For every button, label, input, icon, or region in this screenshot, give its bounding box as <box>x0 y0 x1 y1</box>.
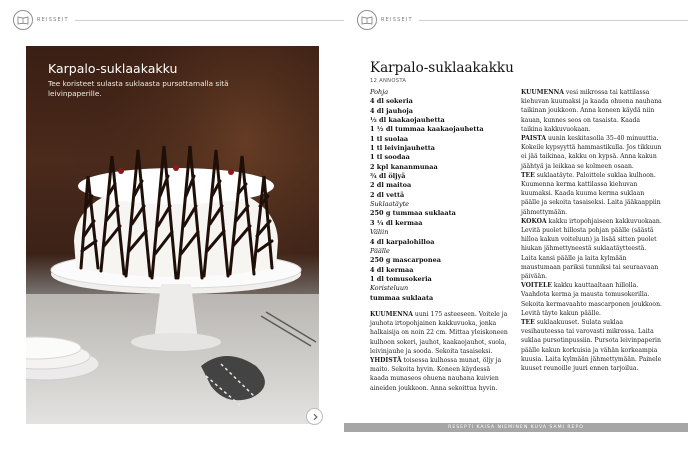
ingredient-section-heading: Koristeluun <box>370 284 409 293</box>
instruction-step <box>521 318 663 373</box>
step-keyword: TEE <box>521 171 535 179</box>
step-text: uuni 175 asteeseen. Voitele ja jauhota irtopohjainen kakkuvuoka, jonka halkaisija on noin 22 cm. Mittaa yleiskoneen kulhoon sokeri, jauhot, kaakaojauhot, suola, leivinjauhe ja sooda. Sekoita tasaiseksi. <box>370 311 508 355</box>
step-text: toisessa kulhossa munat, öljy ja maito. Sekoita hyvin. Koneen käydessä kaada munaseos ohuena nauhana kuivien aineiden joukkoon. Anna sekoittua hyvin. <box>370 357 502 392</box>
cookbook-icon <box>13 10 33 30</box>
step-text: kakku kauttaaltaan hillolla. Vaahdota kerma ja mausta tomusokerilla. Sekoita kermavaahto mascarponen joukkoon. Levitä täyte kakun päälle. <box>521 282 662 317</box>
step-text: kakku irtopohjaiseen kakkuvuokaan. Levitä puolet hillosta pohjan päälle (säästä hilloa kakun voiteluun) ja lisää sitten puolet hiukan jähmettyneestä suklaatäytteestä. Laita kansi päälle ja laita kylmään maustumaan pariksi tunniksi tai seuraavaan päivään. <box>521 217 662 281</box>
ingredient-item: 4 dl jauhoja <box>370 106 413 115</box>
step-text: suklaakuuset. Sulata suklaa vesihauteessa tai varovasti mikrossa. Laita suklaa pursotinpussiin. Pursota leivinpaperin päälle kakun korkuisia ja vähän korkeampia kuusia. Laita kylmään jähmettymään. Painele kuuset reunoille juuri ennen tarjoilua. <box>521 319 662 373</box>
instruction-step <box>521 281 663 318</box>
ingredient-section-heading: Väliin <box>370 228 389 237</box>
ingredient-item: 1 tl suolaa <box>370 134 409 143</box>
step-keyword: KUUMENNA <box>521 89 564 96</box>
ingredient-item: ½ dl kaakaojauhetta <box>370 116 445 125</box>
step-keyword: KUUMENNA <box>370 311 413 318</box>
ingredient-item: 1 dl tomusokeria <box>370 274 432 283</box>
step-text: uunin keskitasolla 35–40 minuuttia. Kokeile kypsyyttä hammastikulla. Jos tikkuun ei jää taikinaa, kakku on kypsä. Anna kakun jäähtyä ja leikkaa se kolmeen osaan. <box>521 135 662 170</box>
instruction-step <box>370 310 510 356</box>
next-page-button[interactable] <box>306 408 323 425</box>
chevron-right-icon <box>311 413 319 421</box>
step-keyword: KOKOA <box>521 217 547 225</box>
step-keyword: TEE <box>521 319 535 327</box>
cookbook-icon <box>357 10 377 30</box>
cake-photo <box>26 46 319 424</box>
ingredient-item: 2 kpl kananmunaa <box>370 162 438 171</box>
ingredient-item: 4 dl karpalohilloa <box>370 237 435 246</box>
step-keyword: YHDISTÄ <box>370 357 402 365</box>
instruction-step <box>521 171 663 217</box>
ingredient-item: 2 dl maitoa <box>370 181 412 190</box>
ingredient-item: 1 tl leivinjauhetta <box>370 144 435 153</box>
instruction-step <box>370 356 510 393</box>
step-keyword: VOITELE <box>521 282 552 290</box>
ingredient-section-heading: Suklaatäyte <box>370 200 410 209</box>
ingredient-list <box>370 88 515 303</box>
recipe-title: Karpalo-suklaakakku <box>370 60 514 76</box>
instruction-step <box>521 88 663 134</box>
ingredient-item: 4 dl kermaa <box>370 265 414 274</box>
ingredient-item: ¾ dl öljyä <box>370 172 406 181</box>
ingredient-section-heading: Päälle <box>370 246 390 255</box>
photo-title: Karpalo-suklaakakku <box>48 61 178 76</box>
section-label: REISSEIT <box>381 17 413 23</box>
ingredient-item: tummaa suklaata <box>370 293 434 302</box>
step-text: suklaatäyte. Paloittele suklaa kulhoon. Kuumenna kerma kattilassa kiehuvan kuumaksi. Kaada kuuma kerma suklaan päälle ja sekoita tasaiseksi. Laita jääkaappiin jähmettymään. <box>521 171 661 216</box>
instructions-column-2 <box>521 88 663 373</box>
photo-subtitle: Tee koristeet sulasta suklaasta pursottamalla sitä leivinpaperille. <box>48 79 229 98</box>
instruction-step <box>521 134 663 171</box>
recipe-servings: 12 ANNOSTA <box>370 78 407 84</box>
ingredient-item: 3 ¼ dl kermaa <box>370 218 423 227</box>
header-divider <box>419 20 688 21</box>
ingredient-item: 2 dl vettä <box>370 190 405 199</box>
ingredient-item: 4 dl sokeria <box>370 97 413 106</box>
instruction-step <box>521 217 663 281</box>
step-text: vesi mikrossa tai kattilassa kiehuvan kuumaksi ja kaada ohuena nauhana taikinan joukkoon. Anna koneen käydä niin kauan, kunnes seos on tasaista. Kaada taikina kakkuvuokaan. <box>521 89 662 133</box>
step-keyword: PAISTA <box>521 135 547 143</box>
ingredient-section-heading: Pohja <box>370 88 389 96</box>
ingredient-item: 1 ½ dl tummaa kaakaojauhetta <box>370 125 484 134</box>
right-header <box>357 10 413 30</box>
header-divider <box>75 20 344 21</box>
section-label: REISSEIT <box>37 17 69 23</box>
left-header <box>13 10 69 30</box>
instructions-column-1 <box>370 310 510 393</box>
ingredient-item: 250 g tummaa suklaata <box>370 209 456 218</box>
ingredient-item: 1 tl soodaa <box>370 153 410 162</box>
cake-illustration <box>26 46 319 424</box>
credit-bar: RESEPTI KAISA NIEMINEN KUVA SAMI REPO <box>344 423 688 432</box>
ingredient-item: 250 g mascarponea <box>370 256 441 265</box>
